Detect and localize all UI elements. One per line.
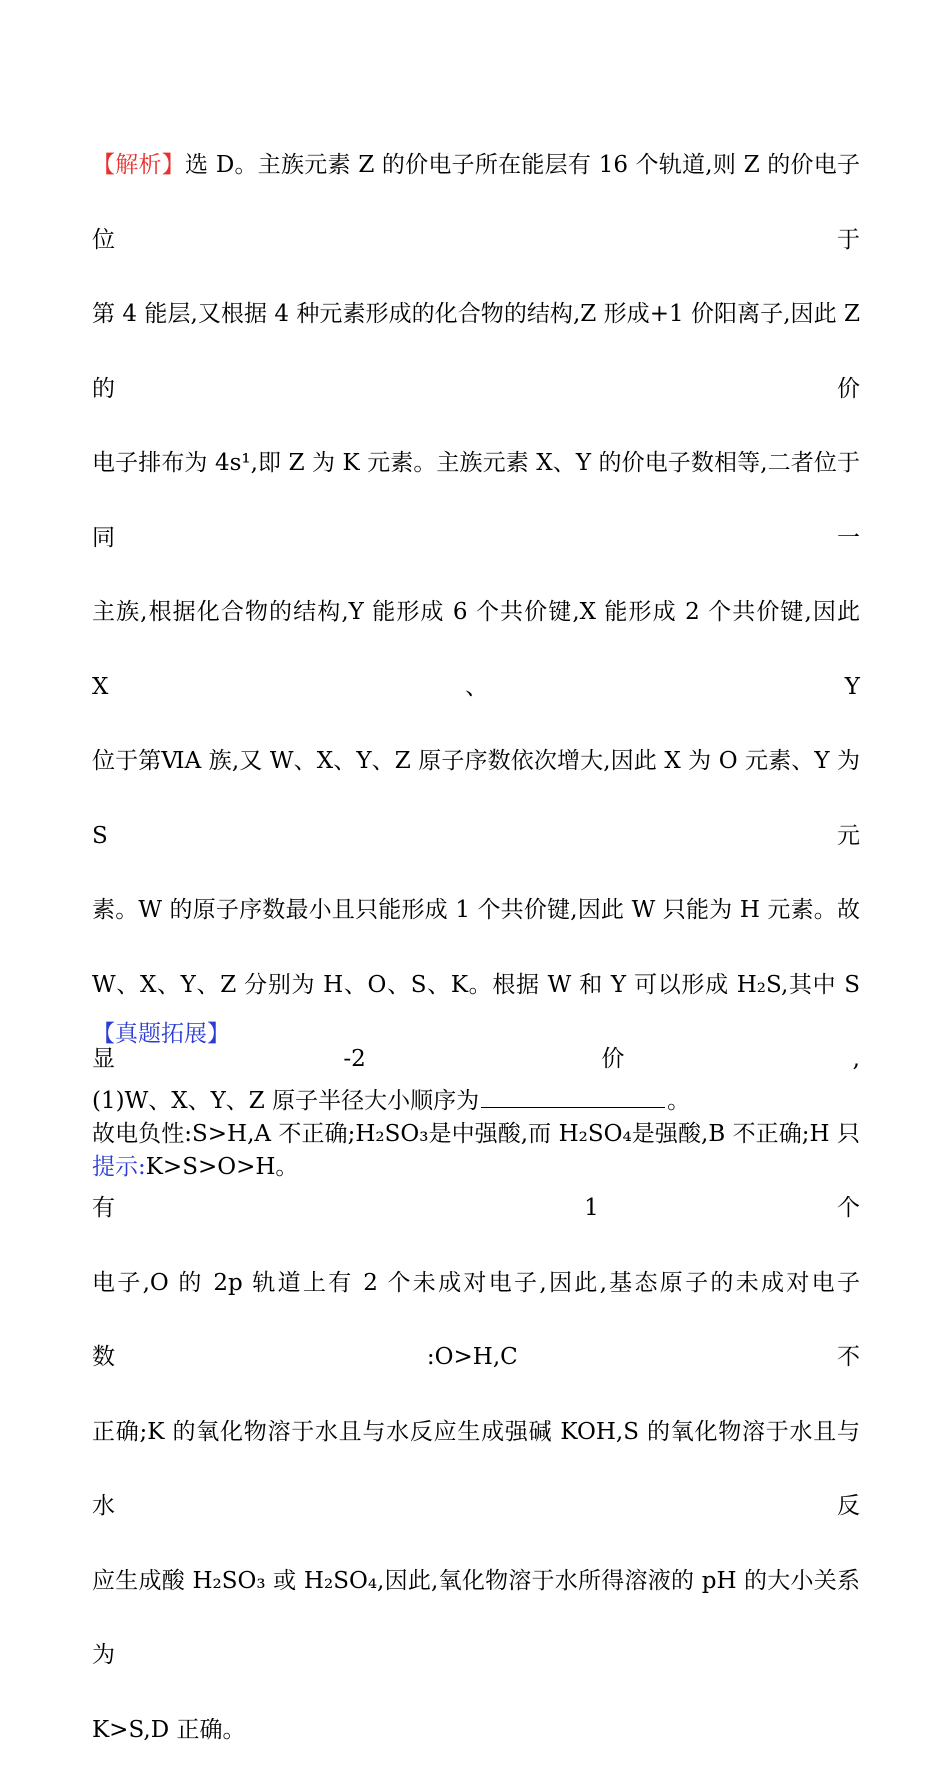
- answer-blank: [481, 1087, 665, 1108]
- analysis-line: W、X、Y、Z 分别为 H、O、S、K。根据 W 和 Y 可以形成 H₂S,其中 S 显-2 价,: [92, 948, 860, 1097]
- analysis-line: 主族,根据化合物的结构,Y 能形成 6 个共价键,X 能形成 2 个共价键,因此 X、Y: [92, 575, 860, 724]
- question-text: (1)W、X、Y、Z 原子半径大小顺序为: [92, 1088, 479, 1114]
- extension-hint: [92, 1150, 298, 1184]
- analysis-tag: 【解析】: [92, 152, 185, 178]
- extension-heading: 【真题拓展】: [92, 1017, 230, 1051]
- hint-label: 提示:: [92, 1154, 146, 1180]
- question-end: 。: [667, 1088, 690, 1114]
- analysis-line: 电子排布为 4s¹,即 Z 为 K 元素。主族元素 X、Y 的价电子数相等,二者位于同一: [92, 426, 860, 575]
- analysis-line: 【解析】选 D。主族元素 Z 的价电子所在能层有 16 个轨道,则 Z 的价电子位于: [92, 128, 860, 277]
- analysis-line: 第 4 能层,又根据 4 种元素形成的化合物的结构,Z 形成+1 价阳离子,因此 Z 的价: [92, 277, 860, 426]
- analysis-line: K>S,D 正确。: [92, 1693, 860, 1767]
- analysis-line: 位于第ⅥA 族,又 W、X、Y、Z 原子序数依次增大,因此 X 为 O 元素、Y 为 S 元: [92, 724, 860, 873]
- hint-text: K>S>O>H。: [146, 1154, 299, 1180]
- analysis-line: 电子,O 的 2p 轨道上有 2 个未成对电子,因此,基态原子的未成对电子数:O>H,C 不: [92, 1246, 860, 1395]
- analysis-line: 应生成酸 H₂SO₃ 或 H₂SO₄,因此,氧化物溶于水所得溶液的 pH 的大小关系为: [92, 1544, 860, 1693]
- analysis-line: 故电负性:S>H,A 不正确;H₂SO₃是中强酸,而 H₂SO₄是强酸,B 不正确;H 只有 1 个: [92, 1097, 860, 1246]
- analysis-paragraph: [92, 128, 860, 1767]
- analysis-line: 素。W 的原子序数最小且只能形成 1 个共价键,因此 W 只能为 H 元素。故: [92, 873, 860, 948]
- extension-question: [92, 1084, 690, 1118]
- analysis-line: 正确;K 的氧化物溶于水且与水反应生成强碱 KOH,S 的氧化物溶于水且与水反: [92, 1395, 860, 1544]
